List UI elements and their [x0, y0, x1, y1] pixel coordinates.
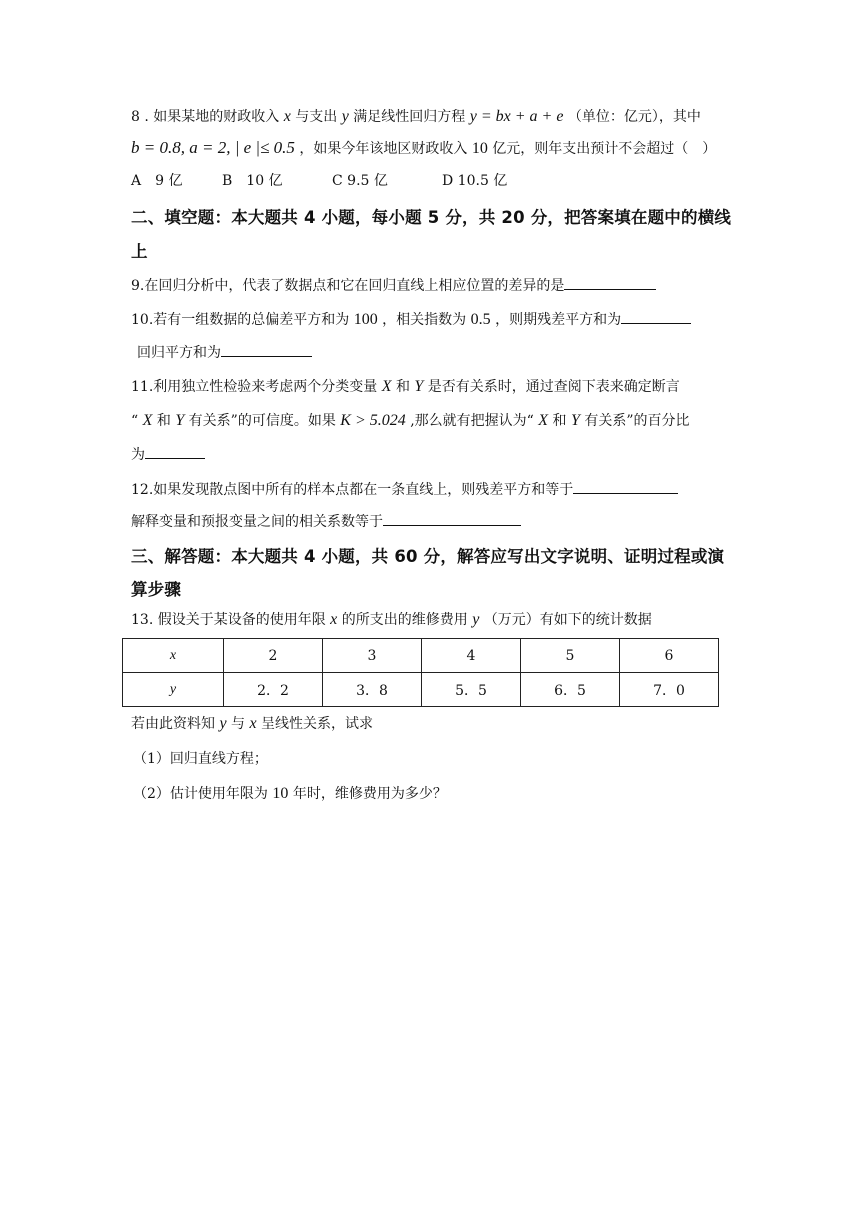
- q10-line2: [137, 342, 312, 363]
- k-condition: K > 5.024: [340, 412, 406, 429]
- q11-line3: [131, 444, 205, 465]
- table-row: [123, 673, 719, 707]
- table-cell: 5: [521, 639, 620, 673]
- var-x: x: [330, 611, 338, 628]
- years-value: 10: [272, 785, 289, 802]
- q11-text: 是否有关系时，通过查阅下表来确定断言: [427, 379, 680, 395]
- q8-text: 与支出: [295, 109, 338, 125]
- q11-text: 有关系”的百分比: [584, 413, 690, 429]
- q8-option-d: D 10.5 亿: [442, 173, 508, 189]
- q8-line1: [131, 107, 701, 127]
- var-X: X: [381, 378, 392, 395]
- q11-text: ,那么就有把握认为“: [410, 413, 534, 429]
- var-x: x: [249, 715, 257, 732]
- q11-text: 为: [131, 447, 145, 463]
- var-x: x: [283, 108, 291, 125]
- var-y: y: [219, 715, 227, 732]
- q11-text: “: [131, 413, 139, 429]
- q10-text: ，则期残差平方和为: [495, 312, 622, 328]
- q11-line1: [131, 377, 680, 397]
- q9-line: [131, 275, 656, 296]
- answer-blank: [145, 444, 205, 459]
- table-row: [123, 639, 719, 673]
- var-Y: Y: [414, 378, 424, 395]
- q13-part2: [133, 784, 447, 804]
- q12-text: 解释变量和预报变量之间的相关系数等于: [131, 514, 383, 530]
- q8-text: 如果某地的财政收入: [153, 109, 280, 125]
- q8-option-c: C 9.5 亿: [332, 173, 388, 189]
- q13-text: 若由此资料知: [131, 716, 215, 732]
- q8-params: b = 0.8, a = 2, | e |≤ 0.5: [131, 138, 295, 157]
- q11-text: 有关系”的可信度。如果: [188, 413, 336, 429]
- q13-text: （万元）有如下的统计数据: [483, 612, 652, 628]
- q13-text: 13. 假设关于某设备的使用年限: [131, 612, 326, 628]
- q11-text: 和: [156, 413, 171, 429]
- table-cell: 2．2: [224, 673, 323, 707]
- q8-number: 8 .: [131, 109, 149, 125]
- var-Y: Y: [175, 412, 185, 429]
- statistics-table: [122, 638, 719, 707]
- q10-text: 10.若有一组数据的总偏差平方和为: [131, 312, 350, 328]
- table-cell: 7．0: [620, 673, 719, 707]
- table-cell: 2: [224, 639, 323, 673]
- q13-text: 的所支出的维修费用: [341, 612, 468, 628]
- q9-text: 9.在回归分析中，代表了数据点和它在回归直线上相应位置的差异的是: [131, 278, 565, 294]
- q11-line2: [131, 411, 690, 431]
- q10-line1: [131, 309, 691, 330]
- q10-text: 回归平方和为: [137, 345, 221, 361]
- regression-equation: y = bx + a + e: [469, 108, 564, 125]
- total-sum-squares: 100: [353, 311, 378, 328]
- table-header-x: x: [123, 639, 224, 673]
- table-header-y: y: [123, 673, 224, 707]
- q13-text: 年时，维修费用为多少？: [292, 786, 447, 802]
- table-cell: 3: [323, 639, 422, 673]
- r-squared-value: 0.5: [470, 311, 491, 328]
- q13-text: 呈线性关系，试求: [261, 716, 374, 732]
- answer-blank: [221, 342, 312, 357]
- section3-heading: 三、解答题：本大题共 4 小题，共 60 分，解答应写出文字说明、证明过程或演: [131, 547, 725, 566]
- q11-text: 11.利用独立性检验来考虑两个分类变量: [131, 379, 378, 395]
- var-X: X: [142, 412, 153, 429]
- answer-blank: [573, 479, 678, 494]
- q13-text: 与: [231, 716, 246, 732]
- table-cell: 3．8: [323, 673, 422, 707]
- q8-text: （单位：亿元），其中: [567, 109, 701, 125]
- var-Y: Y: [570, 412, 580, 429]
- q13-after-table: [131, 714, 373, 734]
- answer-blank: [564, 275, 656, 290]
- q12-line2: [131, 511, 521, 532]
- table-cell: 4: [422, 639, 521, 673]
- q8-line2: [131, 138, 716, 159]
- q13-text: （2）估计使用年限为: [133, 786, 268, 802]
- table-cell: 6: [620, 639, 719, 673]
- q8-option-a: A 9 亿: [131, 173, 183, 189]
- q11-text: 和: [552, 413, 567, 429]
- income-value: 10: [471, 140, 488, 157]
- var-y: y: [341, 108, 349, 125]
- q8-text: 满足线性回归方程: [353, 109, 466, 125]
- answer-blank: [383, 511, 521, 526]
- var-y: y: [472, 611, 480, 628]
- q8-option-b: B 10 亿: [222, 173, 283, 189]
- q10-text: ，相关指数为: [382, 312, 467, 328]
- q11-text: 和: [395, 379, 410, 395]
- q13-part1: （1）回归直线方程；: [133, 751, 268, 767]
- q12-text: 12.如果发现散点图中所有的样本点都在一条直线上，则残差平方和等于: [131, 482, 574, 498]
- q13-line1: [131, 610, 652, 630]
- q8-text: ，如果今年该地区财政收入: [299, 141, 468, 157]
- section2-heading: 二、填空题：本大题共 4 小题，每小题 5 分，共 20 分，把答案填在题中的横线: [131, 208, 732, 227]
- var-X: X: [538, 412, 549, 429]
- answer-blank: [621, 309, 691, 324]
- section2-heading-cont: 上: [131, 242, 148, 261]
- table-cell: 6．5: [521, 673, 620, 707]
- section3-heading-cont: 算步骤: [131, 580, 182, 599]
- q12-line1: [131, 479, 678, 500]
- q8-text: 亿元，则年支出预计不会超过（ ）: [492, 141, 717, 157]
- table-cell: 5．5: [422, 673, 521, 707]
